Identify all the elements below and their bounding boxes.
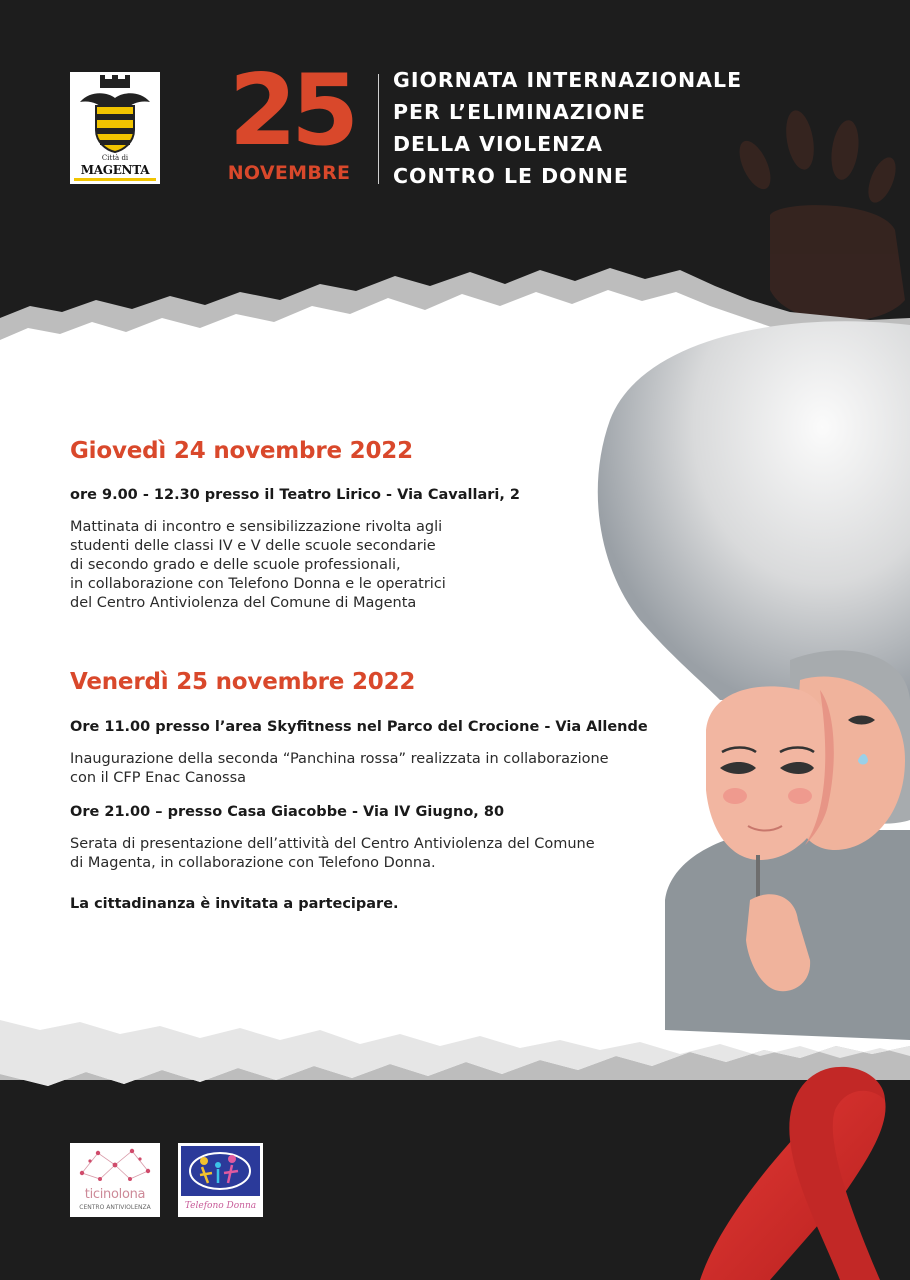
event2-description-line: di Magenta, in collaborazione con Telefono Donna. — [70, 855, 436, 871]
event2-description-line: con il CFP Enac Canossa — [70, 770, 247, 786]
event2-description-line: Inaugurazione della seconda “Panchina rossa” realizzata in collaborazione — [70, 751, 609, 767]
date-day: 25 — [228, 54, 354, 168]
event2-title: Venerdì 25 novembre 2022 — [70, 669, 416, 695]
closing-invitation: La cittadinanza è invitata a partecipare. — [70, 896, 399, 912]
header-title-line-4: CONTRO LE DONNE — [393, 164, 629, 188]
event2-description-line: Serata di presentazione dell’attività del Centro Antiviolenza del Comune — [70, 836, 595, 852]
crest-icon — [70, 72, 160, 154]
ticinolona-logo — [70, 1143, 160, 1217]
telefono-donna-logo — [178, 1143, 263, 1217]
crest-city-small: Città di — [101, 154, 129, 162]
ticinolona-subtitle: CENTRO ANTIVIOLENZA — [79, 1204, 151, 1211]
header-divider — [378, 74, 379, 184]
event1-description-line: di secondo grado e delle scuole professionali, — [70, 557, 401, 573]
date-month: NOVEMBRE — [227, 162, 351, 184]
event1-description — [70, 518, 446, 613]
event2-description-2 — [70, 835, 595, 873]
crest-yellow-bar — [74, 178, 156, 181]
crest-city-name: MAGENTA — [80, 163, 150, 177]
event1-title: Giovedì 24 novembre 2022 — [70, 438, 413, 464]
header-title-line-1: GIORNATA INTERNAZIONALE — [393, 68, 743, 92]
event2-time-2: Ore 21.00 – presso Casa Giacobbe - Via IV Giugno, 80 — [70, 804, 505, 820]
telefono-donna-wordmark: Telefono Donna — [184, 1201, 257, 1211]
event1-description-line: Mattinata di incontro e sensibilizzazione rivolta agli — [70, 519, 443, 535]
event1-description-line: studenti delle classi IV e V delle scuole secondarie — [70, 538, 436, 554]
magenta-logo — [70, 72, 160, 184]
telefono-donna-icon — [178, 1143, 263, 1199]
event1-description-line: del Centro Antiviolenza del Comune di Magenta — [70, 595, 417, 611]
event1-description-line: in collaborazione con Telefono Donna e le operatrici — [70, 576, 446, 592]
event1-time: ore 9.00 - 12.30 presso il Teatro Lirico - Via Cavallari, 2 — [70, 487, 521, 503]
ticinolona-network-icon — [70, 1143, 160, 1187]
event2-time-1: Ore 11.00 presso l’area Skyfitness nel Parco del Crocione - Via Allende — [70, 719, 648, 735]
ticinolona-wordmark: ticinolona — [84, 1187, 146, 1202]
header-title-line-2: PER L’ELIMINAZIONE — [393, 100, 646, 124]
header-title-line-3: DELLA VIOLENZA — [393, 132, 604, 156]
event2-description-1 — [70, 750, 609, 788]
